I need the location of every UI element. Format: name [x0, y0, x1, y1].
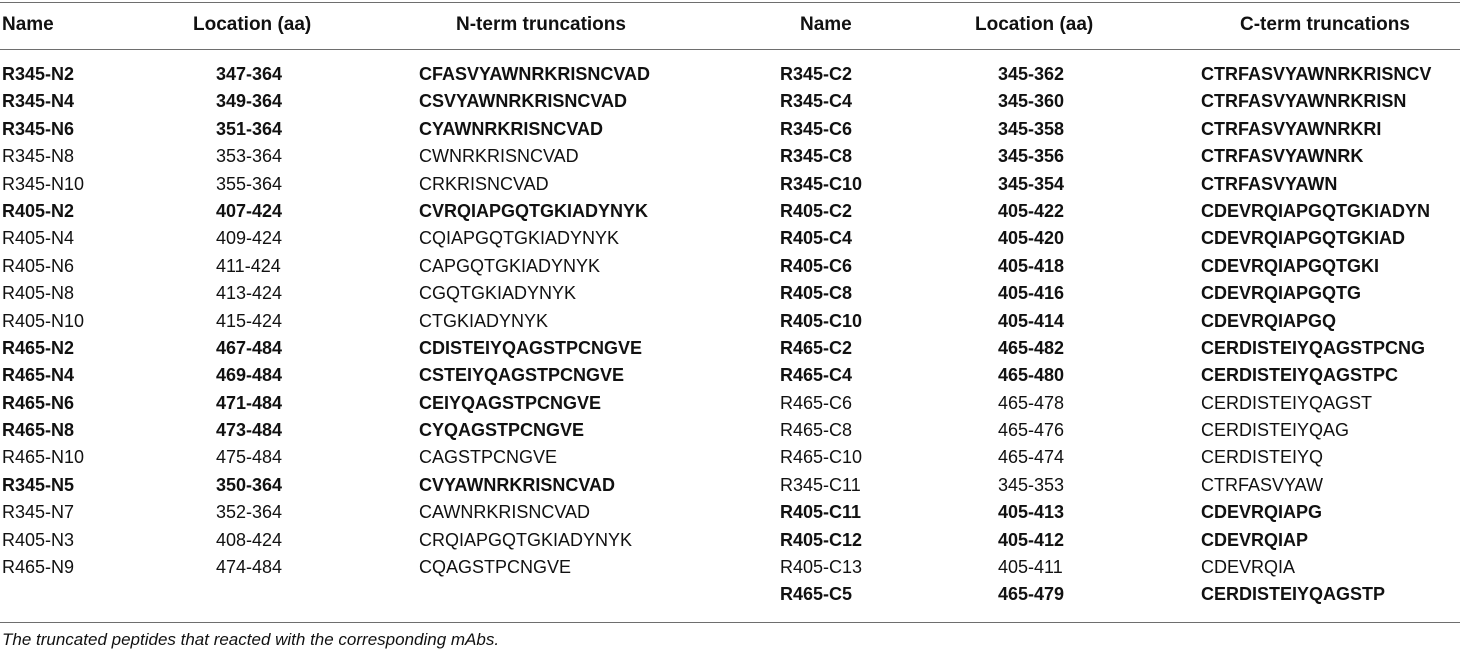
- table-row: [0, 61, 1460, 88]
- n-term-location-cell: 471-484: [216, 392, 283, 413]
- c-term-location-cell: 405-413: [998, 502, 1065, 523]
- table-row: [0, 308, 1460, 335]
- c-term-sequence-cell: CERDISTEIYQ: [1201, 447, 1324, 468]
- n-term-sequence-cell: CQIAPGQTGKIADYNYK: [419, 228, 620, 249]
- n-term-sequence-cell: CSVYAWNRKRISNCVAD: [419, 91, 628, 112]
- c-term-sequence-cell: CTRFASVYAWNRKRISNCV: [1201, 64, 1432, 84]
- n-term-location-cell: 408-424: [216, 529, 283, 550]
- header-location-left: Location (aa): [193, 14, 312, 35]
- n-term-location-cell: 407-424: [216, 200, 283, 221]
- c-term-name-cell: R345-C10: [780, 173, 863, 194]
- c-term-sequence-cell: CDEVRQIAPGQTGKI: [1201, 255, 1380, 276]
- c-term-sequence-cell: CTRFASVYAW: [1201, 474, 1324, 495]
- n-term-location-cell: 347-364: [216, 64, 283, 84]
- table-row: [0, 143, 1460, 170]
- n-term-name-cell: R405-N8: [2, 283, 75, 304]
- c-term-sequence-cell: CERDISTEIYQAGSTP: [1201, 584, 1386, 605]
- n-term-name-cell: R405-N6: [2, 255, 75, 276]
- n-term-sequence-cell: CRKRISNCVAD: [419, 173, 549, 194]
- n-term-name-cell: R405-N4: [2, 228, 75, 249]
- n-term-sequence-cell: CTGKIADYNYK: [419, 310, 549, 331]
- n-term-name-cell: R345-N7: [2, 502, 75, 523]
- n-term-sequence-cell: CVRQIAPGQTGKIADYNYK: [419, 200, 649, 221]
- c-term-name-cell: R405-C6: [780, 255, 853, 276]
- table-header-row: [0, 0, 1460, 50]
- c-term-location-cell: 465-478: [998, 392, 1065, 413]
- c-term-location-cell: 405-412: [998, 529, 1065, 550]
- c-term-name-cell: R465-C10: [780, 447, 863, 468]
- table-row: [0, 116, 1460, 143]
- n-term-location-cell: 353-364: [216, 146, 283, 167]
- c-term-sequence-cell: CTRFASVYAWN: [1201, 173, 1338, 194]
- c-term-sequence-cell: CERDISTEIYQAGSTPCNG: [1201, 337, 1426, 358]
- n-term-location-cell: 351-364: [216, 118, 283, 139]
- n-term-name-cell: R405-N10: [2, 310, 85, 331]
- c-term-location-cell: 465-479: [998, 584, 1065, 605]
- c-term-location-cell: 405-416: [998, 283, 1065, 304]
- n-term-sequence-cell: CWNRKRISNCVAD: [419, 146, 579, 167]
- n-term-sequence-cell: CAPGQTGKIADYNYK: [419, 255, 601, 276]
- table-row: [0, 554, 1460, 581]
- n-term-sequence-cell: CYQAGSTPCNGVE: [419, 420, 585, 441]
- table-row: [0, 390, 1460, 417]
- n-term-sequence-cell: CSTEIYQAGSTPCNGVE: [419, 365, 625, 386]
- n-term-name-cell: R345-N10: [2, 173, 85, 194]
- header-nterm-truncations: N-term truncations: [456, 14, 626, 35]
- n-term-sequence-cell: CRQIAPGQTGKIADYNYK: [419, 529, 633, 550]
- c-term-sequence-cell: CDEVRQIAPGQTG: [1201, 283, 1362, 304]
- table-row: [0, 362, 1460, 389]
- c-term-location-cell: 405-411: [998, 557, 1063, 578]
- c-term-location-cell: 465-474: [998, 447, 1065, 468]
- table-row: [0, 581, 1460, 608]
- n-term-location-cell: 467-484: [216, 337, 283, 358]
- n-term-location-cell: 415-424: [216, 310, 283, 331]
- c-term-location-cell: 465-482: [998, 337, 1065, 358]
- n-term-name-cell: R345-N2: [2, 64, 75, 84]
- c-term-name-cell: R465-C5: [780, 584, 853, 605]
- table-row: [0, 472, 1460, 499]
- c-term-sequence-cell: CERDISTEIYQAGST: [1201, 392, 1373, 413]
- table-row: [0, 527, 1460, 554]
- c-term-location-cell: 345-360: [998, 91, 1065, 112]
- table-row: [0, 225, 1460, 252]
- n-term-location-cell: 469-484: [216, 365, 283, 386]
- c-term-name-cell: R345-C6: [780, 118, 853, 139]
- n-term-location-cell: 350-364: [216, 474, 283, 495]
- header-location-right: Location (aa): [975, 14, 1094, 35]
- table-header-rule: [0, 49, 1460, 50]
- table-row: [0, 444, 1460, 471]
- n-term-name-cell: R345-N4: [2, 91, 75, 112]
- c-term-location-cell: 345-354: [998, 173, 1065, 194]
- table-row: [0, 335, 1460, 362]
- n-term-name-cell: R465-N2: [2, 337, 75, 358]
- c-term-sequence-cell: CDEVRQIAPGQTGKIADYN: [1201, 200, 1431, 221]
- n-term-location-cell: 475-484: [216, 447, 283, 468]
- n-term-location-cell: 409-424: [216, 228, 283, 249]
- n-term-name-cell: R465-N10: [2, 447, 85, 468]
- n-term-sequence-cell: CVYAWNRKRISNCVAD: [419, 474, 616, 495]
- c-term-sequence-cell: CDEVRQIAPGQTGKIAD: [1201, 228, 1406, 249]
- c-term-location-cell: 345-358: [998, 118, 1065, 139]
- c-term-sequence-cell: CTRFASVYAWNRK: [1201, 146, 1364, 167]
- c-term-location-cell: 345-362: [998, 64, 1065, 84]
- n-term-location-cell: 473-484: [216, 420, 283, 441]
- table-bottom-rule: [0, 622, 1460, 623]
- table-caption: The truncated peptides that reacted with the corresponding mAbs.: [2, 630, 500, 649]
- c-term-name-cell: R405-C2: [780, 200, 853, 221]
- n-term-name-cell: R465-N8: [2, 420, 75, 441]
- c-term-sequence-cell: CDEVRQIAP: [1201, 529, 1309, 550]
- c-term-sequence-cell: CTRFASVYAWNRKRISN: [1201, 91, 1407, 112]
- table-row: [0, 198, 1460, 225]
- c-term-location-cell: 405-422: [998, 200, 1065, 221]
- c-term-location-cell: 345-356: [998, 146, 1065, 167]
- n-term-location-cell: 349-364: [216, 91, 283, 112]
- c-term-sequence-cell: CDEVRQIAPG: [1201, 502, 1323, 523]
- c-term-name-cell: R465-C2: [780, 337, 853, 358]
- c-term-name-cell: R465-C6: [780, 392, 853, 413]
- c-term-location-cell: 405-414: [998, 310, 1065, 331]
- c-term-name-cell: R405-C4: [780, 228, 853, 249]
- header-name-right: Name: [800, 14, 852, 35]
- c-term-name-cell: R345-C8: [780, 146, 853, 167]
- n-term-sequence-cell: CFASVYAWNRKRISNCVAD: [419, 64, 651, 84]
- n-term-sequence-cell: CDISTEIYQAGSTPCNGVE: [419, 337, 643, 358]
- table-row: [0, 280, 1460, 307]
- n-term-location-cell: 411-424: [216, 255, 281, 276]
- table-body: [0, 61, 1460, 609]
- n-term-name-cell: R465-N6: [2, 392, 75, 413]
- n-term-name-cell: R345-N5: [2, 474, 75, 495]
- c-term-name-cell: R405-C11: [780, 502, 862, 523]
- n-term-location-cell: 355-364: [216, 173, 283, 194]
- c-term-location-cell: 465-476: [998, 420, 1065, 441]
- c-term-name-cell: R465-C8: [780, 420, 853, 441]
- c-term-sequence-cell: CDEVRQIAPGQ: [1201, 310, 1337, 331]
- header-cterm-truncations: C-term truncations: [1240, 14, 1410, 35]
- c-term-name-cell: R345-C2: [780, 64, 853, 84]
- c-term-name-cell: R405-C8: [780, 283, 853, 304]
- c-term-name-cell: R405-C12: [780, 529, 863, 550]
- n-term-name-cell: R405-N3: [2, 529, 75, 550]
- table-row: [0, 171, 1460, 198]
- table-row: [0, 253, 1460, 280]
- n-term-sequence-cell: CYAWNRKRISNCVAD: [419, 118, 604, 139]
- c-term-name-cell: R465-C4: [780, 365, 853, 386]
- n-term-name-cell: R345-N6: [2, 118, 75, 139]
- n-term-sequence-cell: CEIYQAGSTPCNGVE: [419, 392, 602, 413]
- table-row: [0, 499, 1460, 526]
- c-term-location-cell: 405-420: [998, 228, 1065, 249]
- table-row: [0, 417, 1460, 444]
- c-term-name-cell: R405-C13: [780, 557, 863, 578]
- c-term-name-cell: R345-C4: [780, 91, 853, 112]
- c-term-sequence-cell: CERDISTEIYQAGSTPC: [1201, 365, 1399, 386]
- c-term-name-cell: R345-C11: [780, 474, 861, 495]
- n-term-name-cell: R465-N4: [2, 365, 75, 386]
- c-term-sequence-cell: CERDISTEIYQAG: [1201, 420, 1350, 441]
- c-term-location-cell: 405-418: [998, 255, 1065, 276]
- c-term-sequence-cell: CDEVRQIA: [1201, 557, 1296, 578]
- c-term-name-cell: R405-C10: [780, 310, 863, 331]
- c-term-location-cell: 465-480: [998, 365, 1065, 386]
- c-term-location-cell: 345-353: [998, 474, 1065, 495]
- n-term-sequence-cell: CQAGSTPCNGVE: [419, 557, 572, 578]
- n-term-location-cell: 352-364: [216, 502, 283, 523]
- table-row: [0, 88, 1460, 115]
- n-term-location-cell: 413-424: [216, 283, 283, 304]
- n-term-name-cell: R405-N2: [2, 200, 75, 221]
- header-name-left: Name: [2, 14, 54, 35]
- n-term-location-cell: 474-484: [216, 557, 283, 578]
- n-term-name-cell: R465-N9: [2, 557, 75, 578]
- n-term-name-cell: R345-N8: [2, 146, 75, 167]
- n-term-sequence-cell: CGQTGKIADYNYK: [419, 283, 577, 304]
- n-term-sequence-cell: CAGSTPCNGVE: [419, 447, 558, 468]
- n-term-sequence-cell: CAWNRKRISNCVAD: [419, 502, 591, 523]
- c-term-sequence-cell: CTRFASVYAWNRKRI: [1201, 118, 1382, 139]
